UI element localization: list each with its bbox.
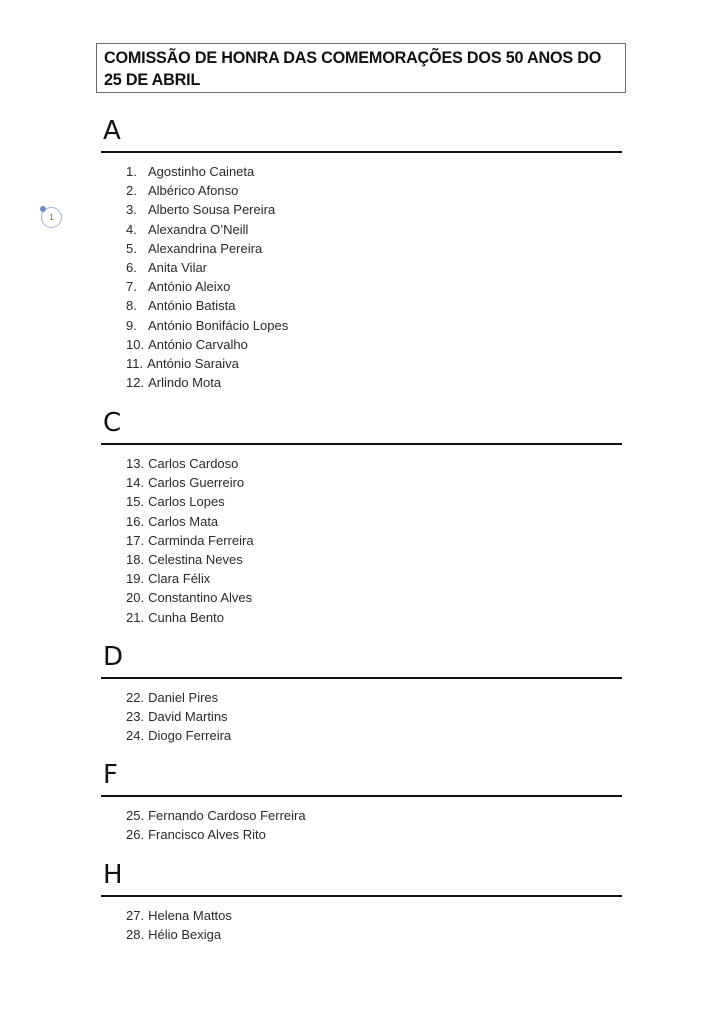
item-name: António Carvalho [148,336,248,352]
item-number: 11. [126,355,144,371]
item-name: David Martins [148,709,228,725]
item-name: Diogo Ferreira [148,728,232,744]
section-list [126,906,232,944]
list-item [126,239,288,258]
item-number: 21. [126,609,145,625]
list-item [126,162,288,181]
section-list [126,162,288,392]
item-name: Helena Mattos [148,908,232,923]
list-item [126,512,254,531]
item-number: 25. [126,808,145,823]
item-name: Alberto Sousa Pereira [148,202,276,218]
item-number: 5. [126,240,137,256]
item-number: 22. [126,690,145,705]
list-item [126,492,254,511]
list-item [126,277,288,296]
section-divider [101,895,622,897]
item-number: 4. [126,221,137,237]
section-letter: A [103,116,121,146]
list-item [126,806,306,825]
item-name: Agostinho Caineta [148,164,255,179]
item-number: 24. [126,728,145,744]
section-letter: F [103,760,118,790]
item-name: António Saraiva [147,355,239,371]
section-divider [101,443,622,445]
item-number: 7. [126,279,137,295]
item-number: 9. [126,317,137,333]
item-name: Celestina Neves [148,551,243,567]
item-name: Carminda Ferreira [148,532,254,548]
item-name: Carlos Lopes [148,494,225,510]
list-item [126,707,231,726]
item-name: Anita Vilar [148,259,208,275]
item-number: 27. [126,908,145,923]
list-item [126,569,254,588]
item-number: 1. [126,164,137,179]
list-item [126,925,232,944]
section-list [126,688,231,746]
section-divider [101,795,622,797]
item-number: 6. [126,259,137,275]
item-name: Carlos Mata [148,513,219,529]
item-number: 14. [126,475,145,491]
item-number: 16. [126,513,145,529]
item-number: 15. [126,494,145,510]
list-item [126,531,254,550]
item-number: 3. [126,202,137,218]
list-item [126,608,254,627]
item-number: 2. [126,183,137,199]
section-divider [101,151,622,153]
section-list [126,454,254,627]
list-item [126,550,254,569]
section-list [126,806,306,844]
item-name: Alexandrina Pereira [148,240,263,256]
section-letter: C [103,408,122,438]
section-letter: D [103,642,124,672]
list-item [126,200,288,219]
item-name: Alexandra O’Neill [148,221,249,237]
item-name: Carlos Guerreiro [148,475,245,491]
item-name: António Bonifácio Lopes [148,317,289,333]
item-number: 17. [126,532,145,548]
item-name: Francisco Alves Rito [148,827,266,843]
list-item [126,906,232,925]
item-name: António Batista [148,298,236,314]
list-item [126,316,288,335]
item-name: Albérico Afonso [148,183,239,199]
item-number: 8. [126,298,137,314]
item-number: 23. [126,709,145,725]
list-item [126,296,288,315]
document-title: COMISSÃO DE HONRA DAS COMEMORAÇÕES DOS 50 ANOS DO 25 DE ABRIL [96,43,626,93]
comment-marker-icon[interactable] [41,207,62,228]
item-number: 13. [126,456,145,471]
list-item [126,588,254,607]
comment-marker-label: 1 [49,213,54,222]
comment-anchor-dot [40,206,46,212]
list-item [126,181,288,200]
list-item [126,454,254,473]
item-number: 28. [126,927,145,943]
item-name: Daniel Pires [148,690,219,705]
list-item [126,825,306,844]
section-divider [101,677,622,679]
list-item [126,473,254,492]
list-item [126,688,231,707]
list-item [126,373,288,392]
item-name: Fernando Cardoso Ferreira [148,808,306,823]
item-number: 26. [126,827,145,843]
section-letter: H [103,860,123,890]
item-name: Carlos Cardoso [148,456,239,471]
item-name: Cunha Bento [148,609,224,625]
item-name: António Aleixo [148,279,231,295]
item-number: 10. [126,336,145,352]
item-number: 12. [126,375,145,391]
list-item [126,220,288,239]
item-number: 19. [126,571,145,587]
item-name: Arlindo Mota [148,375,222,391]
item-name: Clara Félix [148,571,211,587]
list-item [126,335,288,354]
item-name: Constantino Alves [148,590,253,606]
item-number: 20. [126,590,145,606]
list-item [126,258,288,277]
item-name: Hélio Bexiga [148,927,222,943]
item-number: 18. [126,551,145,567]
list-item [126,354,288,373]
list-item [126,726,231,745]
